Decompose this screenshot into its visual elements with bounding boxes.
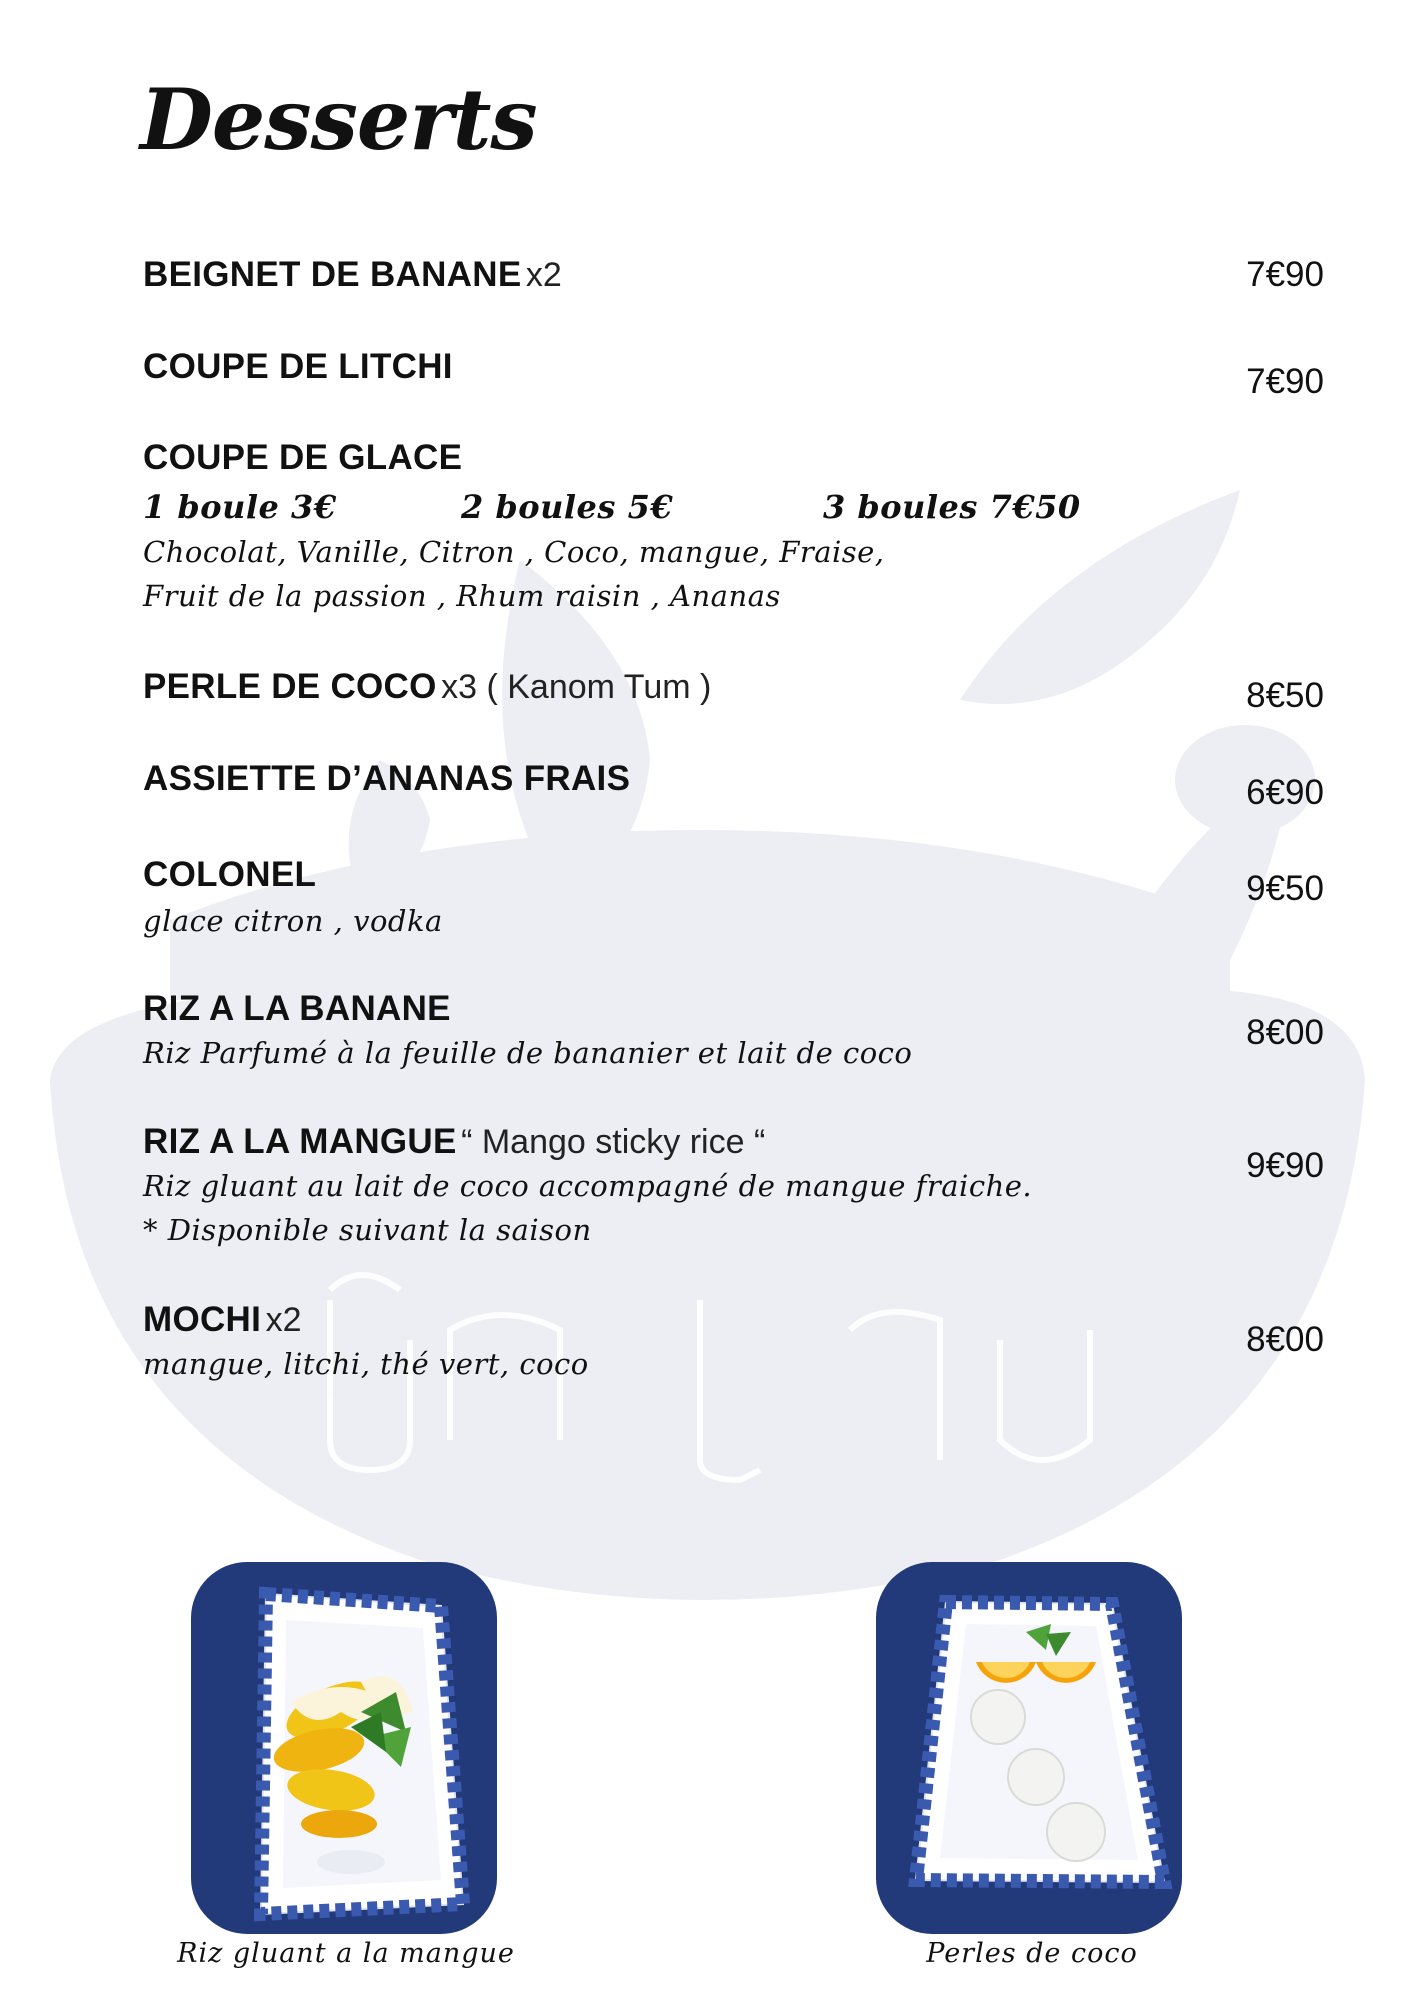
- scoop-option: 3 boules 7€50: [823, 488, 1081, 526]
- plate-icon: [191, 1562, 497, 1934]
- item-name: RIZ A LA MANGUE: [143, 1122, 457, 1161]
- menu-item-assiette-ananas: [143, 759, 1323, 799]
- item-extra: x2: [525, 256, 562, 294]
- item-description: [143, 1342, 1323, 1386]
- item-name: RIZ A LA BANANE: [143, 989, 451, 1028]
- menu-item-colonel: [143, 855, 1323, 943]
- item-price: 9€50: [1246, 869, 1324, 908]
- menu-item-coupe-glace: [143, 438, 1323, 618]
- page-title: Desserts: [140, 70, 537, 169]
- item-name: BEIGNET DE BANANE: [143, 255, 522, 294]
- item-price: 8€00: [1246, 1013, 1324, 1052]
- description-line: Riz gluant au lait de coco accompagné de mangue fraiche.: [143, 1169, 1033, 1203]
- item-name: COUPE DE GLACE: [143, 438, 463, 477]
- item-price: 7€90: [1246, 362, 1324, 401]
- item-price: 9€90: [1246, 1146, 1324, 1185]
- plate-icon: [876, 1562, 1182, 1934]
- item-price: 8€50: [1246, 676, 1324, 715]
- description-line: glace citron , vodka: [143, 904, 443, 938]
- photo-caption: Riz gluant a la mangue: [177, 1938, 515, 1969]
- scoop-option: 2 boules 5€: [461, 488, 674, 526]
- description-line: Fruit de la passion , Rhum raisin , Ananas: [143, 579, 781, 613]
- menu-item-riz-banane: [143, 989, 1323, 1075]
- menu-item-coupe-litchi: [143, 347, 1323, 387]
- item-name: PERLE DE COCO: [143, 667, 437, 706]
- menu-item-riz-mangue: [143, 1122, 1323, 1252]
- scoop-option: 1 boule 3€: [143, 488, 337, 526]
- description-line: Chocolat, Vanille, Citron , Coco, mangue, Fraise,: [143, 535, 885, 569]
- item-name: COUPE DE LITCHI: [143, 347, 453, 386]
- item-description: [143, 1164, 1323, 1252]
- menu-item-perle-coco: [143, 667, 1323, 707]
- menu-item-beignet: [143, 255, 1323, 295]
- item-name: COLONEL: [143, 855, 317, 894]
- photo-caption: Perles de coco: [926, 1938, 1138, 1969]
- item-price: 6€90: [1246, 773, 1324, 812]
- item-extra: x3 ( Kanom Tum ): [441, 668, 712, 706]
- item-description: [143, 530, 1323, 618]
- item-extra: “ Mango sticky rice “: [461, 1123, 766, 1161]
- item-extra: x2: [265, 1301, 302, 1339]
- coconut-pearls-photo: [876, 1562, 1182, 1934]
- item-name: MOCHI: [143, 1300, 262, 1339]
- description-line: * Disponible suivant la saison: [143, 1213, 592, 1247]
- item-description: [143, 1031, 1323, 1075]
- description-line: Riz Parfumé à la feuille de bananier et lait de coco: [143, 1036, 913, 1070]
- menu-item-mochi: [143, 1300, 1323, 1386]
- item-description: [143, 899, 1323, 943]
- item-price: 8€00: [1246, 1320, 1324, 1359]
- description-line: mangue, litchi, thé vert, coco: [143, 1347, 589, 1381]
- mango-sticky-rice-photo: [191, 1562, 497, 1934]
- scoop-prices: [143, 488, 1323, 526]
- item-name: ASSIETTE D’ANANAS FRAIS: [143, 759, 631, 798]
- item-price: 7€90: [1246, 255, 1324, 294]
